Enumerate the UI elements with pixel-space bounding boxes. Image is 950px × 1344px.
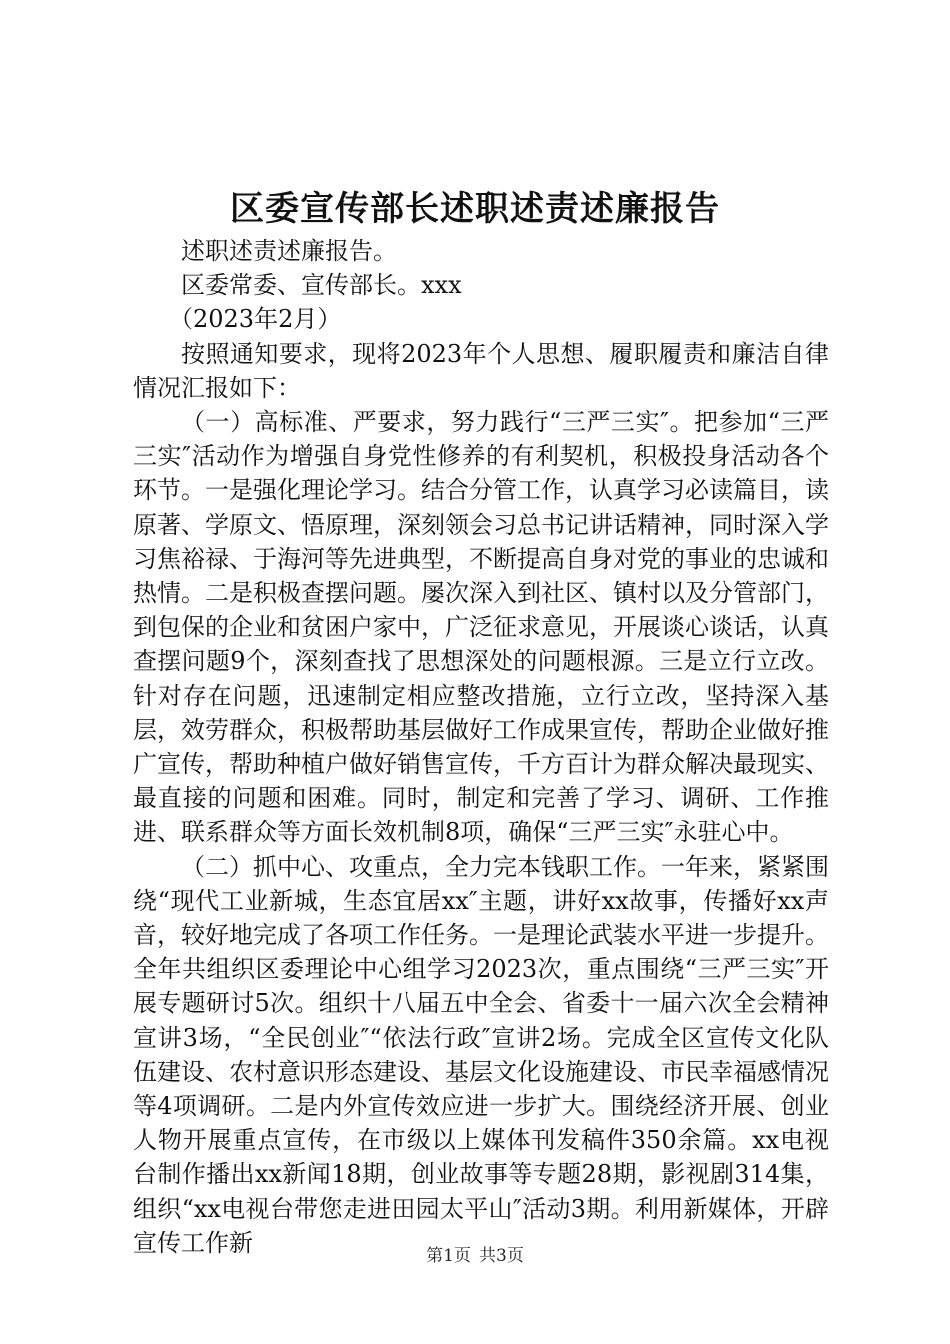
- paragraph-section-2: （二）抓中心、攻重点，全力完本钱职工作。一年来，紧紧围绕“现代工业新城，生态宜居xx″主题，讲好xx故事，传播好xx声音，较好地完成了各项工作任务。一是理论武装水平进一步提升。全年共组织区委理论中心组学习2023次，重点围绕“三严三实″开展专题研讨5次。组织十八届五中全会、省委十一届六次全会精神宣讲3场，“全民创业″“依法行政″宣讲2场。完成全区宣传文化队伍建设、农村意识形态建设、基层文化设施建设、市民幸福感情况等4项调研。二是内外宣传效应进一步扩大。围绕经济开展、创业人物开展重点宣传，在市级以上媒体刊发稿件350余篇。xx电视台制作播出xx新闻18期，创业故事等专题28期，影视剧314集，组织“xx电视台带您走进田园太平山″活动3期。利用新媒体，开辟宣传工作新: [133, 852, 829, 1257]
- page-footer: [0, 1244, 950, 1268]
- document-title: 区委宣传部长述职述责述廉报告: [230, 189, 720, 229]
- page-total: 共3页: [479, 1246, 524, 1266]
- paragraph-intro: 按照通知要求，现将2023年个人思想、履职履责和廉洁自律情况汇报如下：: [133, 339, 829, 402]
- document-body: [133, 234, 829, 1260]
- paragraph-subject: 述职述责述廉报告。: [181, 237, 397, 265]
- paragraph-author: 区委常委、宣传部长。xxx: [181, 271, 462, 300]
- page-number: 第1页: [426, 1246, 471, 1266]
- paragraph-section-1: （一）高标准、严要求，努力践行“三严三实″。把参加“三严三实″活动作为增强自身党性修养的有利契机，积极投身活动各个环节。一是强化理论学习。结合分管工作，认真学习必读篇目，读原著、学原文、悟原理，深刻领会习总书记讲话精神，同时深入学习焦裕禄、于海河等先进典型，不断提高自身对党的事业的忠诚和热情。二是积极查摆问题。屡次深入到社区、镇村以及分管部门，到包保的企业和贫困户家中，广泛征求意见，开展谈心谈话，认真查摆问题9个，深刻查找了思想深处的问题根源。三是立行立改。针对存在问题，迅速制定相应整改措施，立行立改，坚持深入基层，效劳群众，积极帮助基层做好工作成果宣传，帮助企业做好推广宣传，帮助种植户做好销售宣传，千方百计为群众解决最现实、最直接的问题和困难。同时，制定和完善了学习、调研、工作推进、联系群众等方面长效机制8项，确保“三严三实″永驻心中。: [133, 408, 829, 847]
- paragraph-date: （2023年2月）: [169, 305, 342, 334]
